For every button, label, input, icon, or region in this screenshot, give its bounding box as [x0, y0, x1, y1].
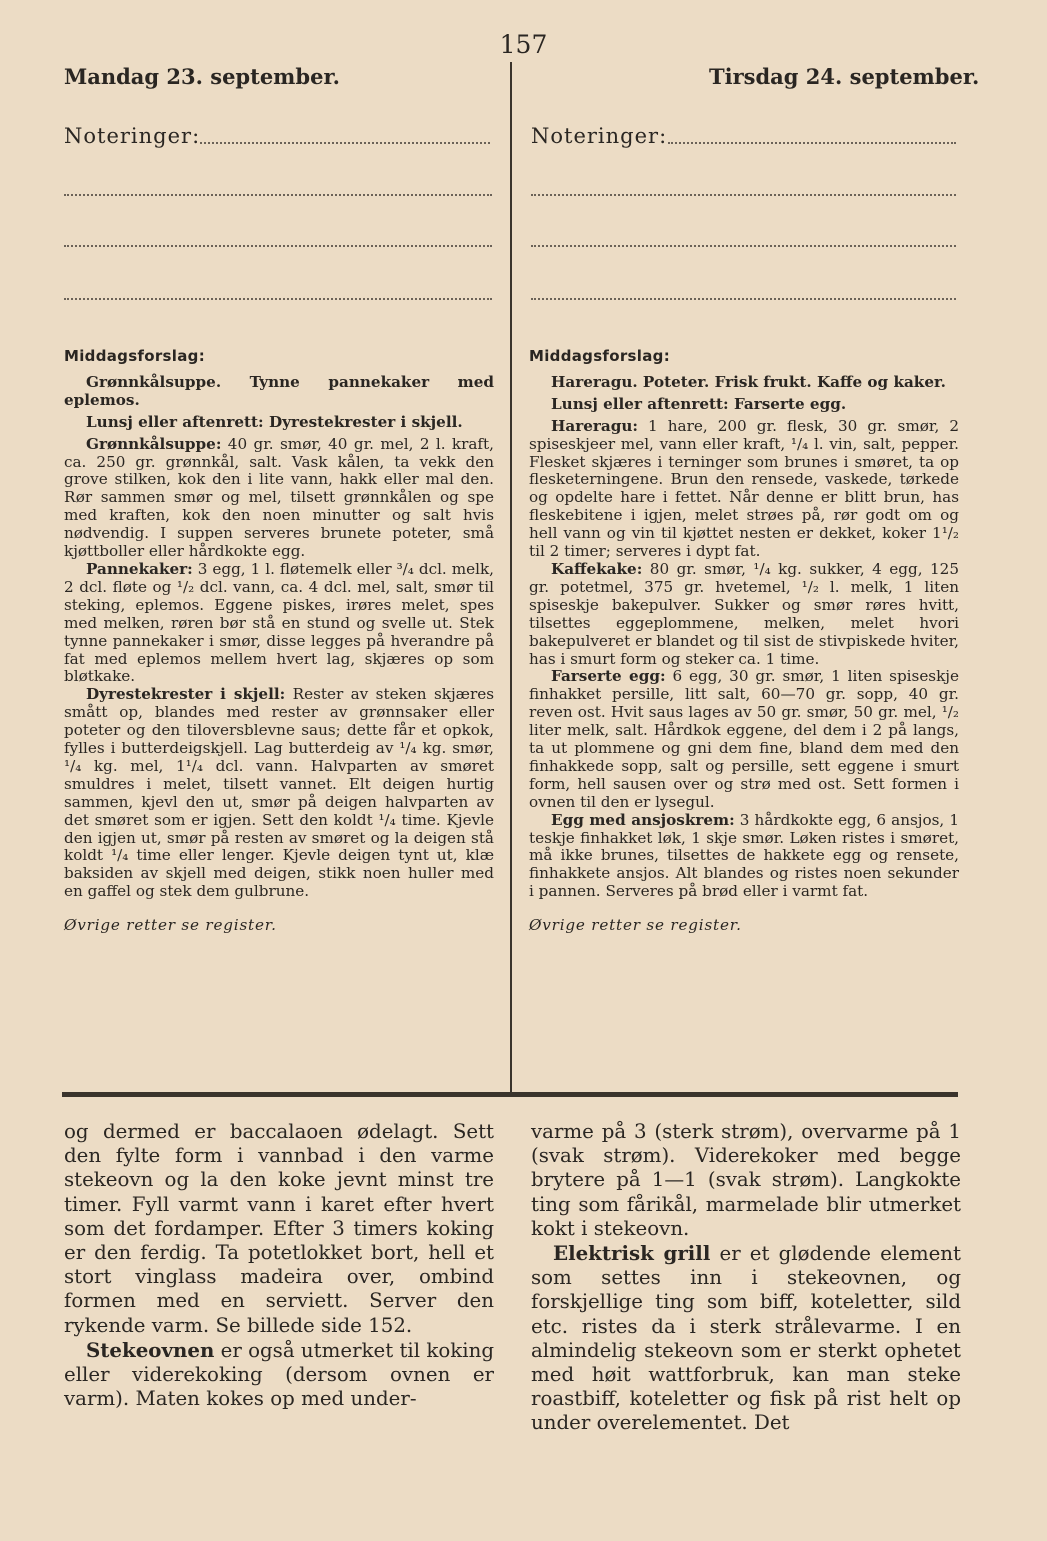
menu [529, 374, 959, 392]
menu [64, 374, 494, 410]
see-register: Øvrige retter se register. [64, 916, 277, 935]
body-text-left [64, 1120, 494, 1411]
recipes-tuesday [529, 348, 959, 935]
notes-line [200, 142, 490, 144]
lunch-label: Lunsj eller aftenrett: [551, 394, 729, 413]
paragraph [64, 1338, 494, 1412]
lunch-label: Lunsj eller aftenrett: [86, 412, 264, 431]
paragraph-text: er et glødende element som settes inn i stekeovnen, og forskjellige ting som biff, koteletter, sild etc. ristes da i sterk strålevarme. I en almindelig stekeovn som er sterkt ophetet med høit wattforbruk, kan man steke roastbiff, koteletter og fisk på rist helt op under overelementet. Det [531, 1242, 961, 1435]
recipe-title: Dyrestekrester i skjell: [86, 685, 286, 704]
see-register: Øvrige retter se register. [529, 916, 742, 935]
paragraph-lead: Stekeovnen [86, 1337, 215, 1362]
recipe-text: 80 gr. smør, ¹/₄ kg. sukker, 4 egg, 125 gr. potetmel, 375 gr. hvetemel, ¹/₂ l. melk, 1 liten spiseskje bakepulver. Sukker og smør røres hvitt, tilsettes eggeplommene, melken, melet hvori bakepulveret er blandet og til sist de stivpiskede hviter, has i smurt form og steker ca. 1 time. [529, 559, 959, 668]
recipe-title: Farserte egg: [551, 667, 666, 686]
recipe-title: Grønnkålsuppe: [86, 434, 222, 453]
paragraph-lead: Elektrisk grill [553, 1241, 711, 1266]
recipe [529, 418, 959, 561]
day-title-monday: Mandag 23. september. [64, 64, 340, 89]
recipe-title: Pannekaker: [86, 559, 193, 578]
dinner-suggestion-label: Middagsforslag: [529, 347, 670, 365]
recipe-text: Rester av steken skjæres smått op, blandes med rester av grønnsaker eller poteter og den tiloversblevne saus; dette får et opkok, fylles i butterdeigskjell. Lag butterdeig av ¹/₄ kg. smør, ¹/₄ kg. mel, 1¹/₄ dcl. vann. Halvparten av smøret smuldres i melet, tilsett vannet. Elt deigen hurtig sammen, kjevl den ut, smør på deigen halvparten av det smøret som er igjen. Sett den koldt ¹/₄ time. Kjevle den igjen ut, smør på resten av smøret og la deigen stå koldt ¹/₄ time eller lenger. Kjevle deigen tynt ut, klæ baksiden av skjell med deigen, stikk noen huller med en gaffel og stek dem gulbrune. [64, 685, 494, 901]
recipe-text: 3 hårdkokte egg, 6 ansjos, 1 teskje finhakket løk, 1 skje smør. Løken ristes i smøret, må ikke brunes, tilsettes de hakkete egg og rensete, finhakkete ansjos. Alt blandes og ristes noen sekunder i pannen. Serveres på brød eller i varmt fat. [529, 810, 959, 901]
notes-label-left: Noteringer: [64, 124, 201, 148]
recipe [64, 436, 494, 561]
recipe [529, 561, 959, 668]
notes-line [531, 245, 956, 247]
notes-line [531, 194, 956, 196]
notes-line [64, 298, 492, 300]
recipe-text: 6 egg, 30 gr. smør, 1 liten spiseskje finhakket persille, litt salt, 60—70 gr. sopp, 40 gr. reven ost. Hvit saus lages av 50 gr. smør, 50 gr. mel, ¹/₂ liter melk, salt. Hårdkok eggene, del dem i 2 på langs, ta ut plommene og gni dem fine, bland dem med den finhakkede sopp, salt og persille, sett eggene i smurt form, hell sausen over og strø med ost. Sett formen i ovnen til den er lysegul. [529, 667, 959, 811]
recipe-text: 3 egg, 1 l. fløtemelk eller ³/₄ dcl. melk, 2 dcl. fløte og ¹/₂ dcl. vann, ca. 4 dcl. mel, salt, smør til steking, eplemos. Eggene piskes, irøres melet, spes med melken, røren bør stå en stund og svelle ut. Stek tynne pannekaker i smør, disse legges på hverandre på fat med eplemos mellem hvert lag, skjæres op som bløtkake. [64, 559, 494, 686]
section-rule [62, 1092, 958, 1097]
recipe-title: Egg med ansjoskrem: [551, 810, 735, 829]
recipe [64, 561, 494, 686]
menu-rest: Tynne pannekaker med eplemos. [64, 372, 494, 409]
body-text-right [531, 1120, 961, 1436]
page-number: 157 [499, 30, 548, 59]
paragraph [531, 1241, 961, 1436]
notes-line [531, 298, 956, 300]
lunch-text: Farserte egg. [728, 394, 847, 413]
lunch-text: Dyrestekrester i skjell. [263, 412, 463, 431]
day-title-tuesday: Tirsdag 24. september. [709, 64, 980, 89]
lunch [64, 414, 494, 432]
recipe-title: Hareragu: [551, 416, 638, 435]
lunch [529, 396, 959, 414]
notes-line [64, 245, 492, 247]
menu-bold: Hareragu. Poteter. Frisk frukt. Kaffe og kaker. [551, 372, 946, 391]
recipe [529, 812, 959, 902]
paragraph-text: er også utmerket til koking eller viderekoking (dersom ovnen er varm). Maten kokes op med under- [64, 1338, 494, 1411]
recipe [64, 686, 494, 901]
notes-line [64, 194, 492, 196]
recipe-text: 40 gr. smør, 40 gr. mel, 2 l. kraft, ca. 250 gr. grønnkål, salt. Vask kålen, ta vekk den grove stilken, kok den i lite vann, hakk eller mal den. Rør sammen smør og mel, tilsett grønnkålen og spe med kraften, kok den noen minutter og salt hvis nødvendig. I suppen serveres brunete poteter, små kjøttboller eller hårdkokte egg. [64, 434, 494, 561]
recipes-monday [64, 348, 494, 935]
column-divider [510, 62, 512, 1092]
recipe-title: Kaffekake: [551, 559, 643, 578]
paragraph: og dermed er baccalaoen ødelagt. Sett den fylte form i vannbad i den varme stekeovn og la den koke jevnt minst tre timer. Fyll varmt vann i karet efter hvert som det fordamper. Efter 3 timers koking er den ferdig. Ta potetlokket bort, hell et stort vinglass madeira over, ombind formen med en serviett. Server den rykende varm. Se billede side 152. [64, 1120, 494, 1337]
recipe [529, 668, 959, 811]
dinner-suggestion-label: Middagsforslag: [64, 347, 205, 365]
paragraph: varme på 3 (sterk strøm), overvarme på 1 (svak strøm). Viderekoker med begge brytere på 1—1 (svak strøm). Langkokte ting som fårikål, marmelade blir utmerket kokt i stekeovn. [531, 1120, 961, 1240]
notes-line [668, 142, 956, 144]
notes-label-right: Noteringer: [531, 124, 668, 148]
menu-bold: Grønnkålsuppe. [86, 372, 222, 391]
recipe-text: 1 hare, 200 gr. flesk, 30 gr. smør, 2 spiseskjeer mel, vann eller kraft, ¹/₄ l. vin, salt, pepper. Flesket skjæres i terninger som brunes i smøret, ta op flesketerningene. Brun den rensede, vaskede, tørkede og opdelte hare i fettet. Når denne er blitt brun, has fleskebitene i igjen, melet strøes på, rør godt om og hell vann og vin til kjøttet nesten er dekket, koker 1¹/₂ til 2 timer; serveres i dypt fat. [529, 416, 959, 561]
